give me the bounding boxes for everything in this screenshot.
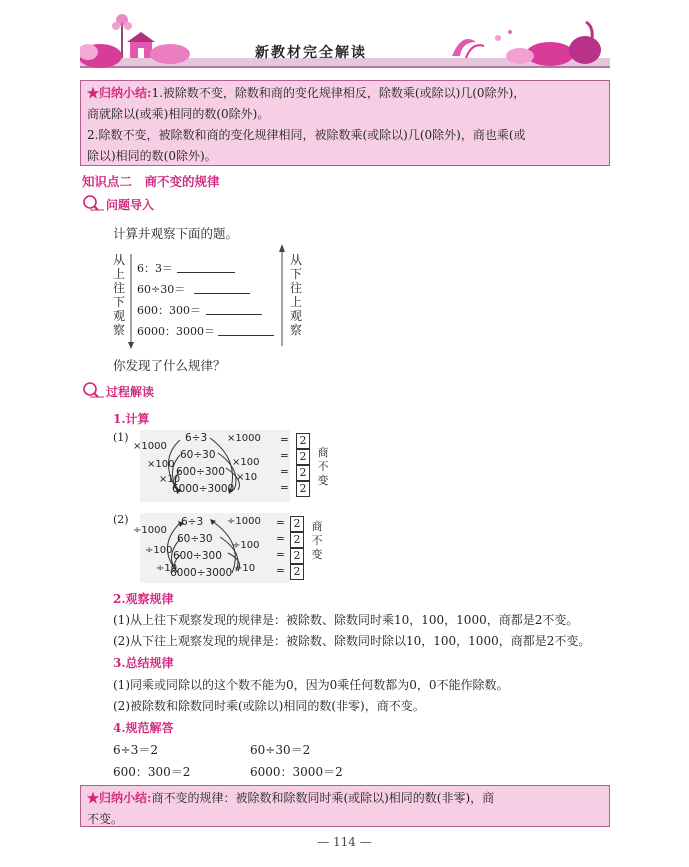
magnifier-icon <box>82 194 104 212</box>
fig2-eq-1: = <box>276 517 285 529</box>
intro-title: 问题导入 <box>106 198 155 212</box>
section-title: 知识点二 商不变的规律 <box>82 174 220 189</box>
right-label-char: 从 <box>289 253 302 267</box>
left-label-char: 观 <box>112 309 125 323</box>
summary2-line-1 <box>87 788 603 809</box>
summary-line-4: 除以)相同的数(0除外)。 <box>87 149 217 163</box>
answer-4: 6000：3000＝2 <box>250 765 343 779</box>
right-label-char: 察 <box>289 323 302 337</box>
summary-line-2: 商就除以(或乘)相同的数(0除外)。 <box>87 107 270 121</box>
fig1-expr-3: 600÷300 <box>176 466 225 478</box>
fig2-expr-3: 600÷300 <box>173 550 222 562</box>
step-1-title: 1.计算 <box>113 412 150 426</box>
answer-1: 6÷3＝2 <box>113 743 158 757</box>
fig1-right-op-1: ×1000 <box>227 433 261 444</box>
summary2-line-2: 不变。 <box>87 812 124 826</box>
fig2-left-op-3: ÷10 <box>156 563 178 574</box>
left-label-char: 察 <box>112 323 125 337</box>
fig2-right-op-1: ÷1000 <box>227 516 261 527</box>
observation-1: (1)从上往下观察发现的规律是：被除数、除数同时乘10，100，1000，商都是2不变。 <box>113 613 579 627</box>
answer-2: 60÷30＝2 <box>250 743 311 757</box>
fig2-eq-4: = <box>276 565 285 577</box>
intro-instruction: 计算并观察下面的题。 <box>113 226 239 241</box>
header-title: 新教材完全解读 <box>255 45 367 61</box>
fig1-right-op-3: ×10 <box>236 472 258 483</box>
fig2-note-char: 商 <box>311 520 323 533</box>
process-title: 过程解读 <box>106 385 155 399</box>
fig1-answer-2: 2 <box>296 449 310 465</box>
fig1-answer-3: 2 <box>296 465 310 481</box>
right-label-char: 往 <box>289 281 302 295</box>
fig2-eq-2: = <box>276 533 285 545</box>
right-label-char: 上 <box>289 295 302 309</box>
fig1-expr-1: 6÷3 <box>185 432 208 444</box>
fig1-label: (1) <box>113 431 129 444</box>
up-arrow-icon <box>277 244 287 346</box>
fig2-answer-2: 2 <box>290 532 304 548</box>
left-vertical-label <box>112 253 126 337</box>
magnifier-icon <box>82 381 104 399</box>
fig2-expr-2: 60÷30 <box>177 533 213 545</box>
left-label-char: 从 <box>112 253 125 267</box>
fig2-expr-4: 6000÷3000 <box>170 567 233 579</box>
answer-3: 600：300＝2 <box>113 765 191 779</box>
fig1-expr-2: 60÷30 <box>180 449 216 461</box>
left-label-char: 上 <box>112 267 125 281</box>
fig2-left-op-1: ÷1000 <box>133 525 167 536</box>
summary-tag: ★归纳小结: <box>87 86 152 100</box>
fig1-left-op-3: ×10 <box>159 474 181 485</box>
fig1-note <box>316 446 330 488</box>
fig2-right-op-2: ÷100 <box>232 540 260 551</box>
summary-line-1 <box>87 83 603 104</box>
fig2-label: (2) <box>113 513 129 526</box>
step-3-title: 3.总结规律 <box>113 656 174 670</box>
fig1-eq-3: = <box>280 466 289 478</box>
fig1-answer-1: 2 <box>296 433 310 449</box>
left-label-char: 往 <box>112 281 125 295</box>
fig2-answer-4: 2 <box>290 564 304 580</box>
problem-4: 6000：3000＝ <box>137 325 215 338</box>
problem-2: 60÷30＝ <box>137 283 186 296</box>
fig1-left-op-2: ×100 <box>147 459 175 470</box>
step-2-title: 2.观察规律 <box>113 592 174 606</box>
fig1-answer-4: 2 <box>296 481 310 497</box>
fig1-note-char: 变 <box>317 474 329 487</box>
page-number: — 114 — <box>317 835 372 849</box>
step-4-title: 4.规范解答 <box>113 721 174 735</box>
summary-box-2 <box>80 785 610 827</box>
fig2-eq-3: = <box>276 549 285 561</box>
summary2-text: 商不变的规律：被除数和除数同时乘(或除以)相同的数(非零)，商 <box>151 791 495 805</box>
intro-question: 你发现了什么规律？ <box>113 358 226 373</box>
right-label-char: 下 <box>289 267 302 281</box>
summary2-tag: ★归纳小结: <box>87 791 152 805</box>
answer-blank-2 <box>194 293 250 294</box>
summary-box-1 <box>80 80 610 166</box>
fig1-left-op-1: ×1000 <box>133 441 167 452</box>
fig2-note-char: 变 <box>311 548 323 561</box>
down-arrow-icon <box>126 254 136 350</box>
problem-3: 600：300＝ <box>137 304 201 317</box>
summary-text: 1.被除数不变，除数和商的变化规律相反，除数乘(或除以)几(0除外)， <box>151 86 526 100</box>
right-vertical-label <box>289 253 303 337</box>
answer-blank-3 <box>206 314 262 315</box>
right-label-char: 观 <box>289 309 302 323</box>
problem-1: 6：3＝ <box>137 262 173 275</box>
fig1-eq-4: = <box>280 482 289 494</box>
fig2-expr-1: 6÷3 <box>181 516 204 528</box>
fig2-answer-3: 2 <box>290 548 304 564</box>
fig1-expr-4: 6000÷3000 <box>172 483 235 495</box>
left-label-char: 下 <box>112 295 125 309</box>
answer-blank-1 <box>177 272 235 273</box>
fig2-note <box>310 520 324 562</box>
summary-line-3: 2.除数不变，被除数和商的变化规律相同，被除数乘(或除以)几(0除外)，商也乘(或 <box>87 128 526 142</box>
fig1-eq-1: = <box>280 434 289 446</box>
fig1-note-char: 商 <box>317 446 329 459</box>
answer-blank-4 <box>218 335 274 336</box>
observation-2: (2)从下往上观察发现的规律是：被除数、除数同时除以10，100，1000，商都是2不变。 <box>113 634 591 648</box>
fig2-note-char: 不 <box>311 534 323 547</box>
summary-rule-2: (2)被除数和除数同时乘(或除以)相同的数(非零)，商不变。 <box>113 699 425 713</box>
fig2-answer-1: 2 <box>290 516 304 532</box>
fig1-eq-2: = <box>280 450 289 462</box>
fig2-right-op-3: ÷10 <box>234 563 256 574</box>
fig1-right-op-2: ×100 <box>232 457 260 468</box>
fig1-note-char: 不 <box>317 460 329 473</box>
fig2-left-op-2: ÷100 <box>145 545 173 556</box>
summary-rule-1: (1)同乘或同除以的这个数不能为0，因为0乘任何数都为0，0不能作除数。 <box>113 678 509 692</box>
